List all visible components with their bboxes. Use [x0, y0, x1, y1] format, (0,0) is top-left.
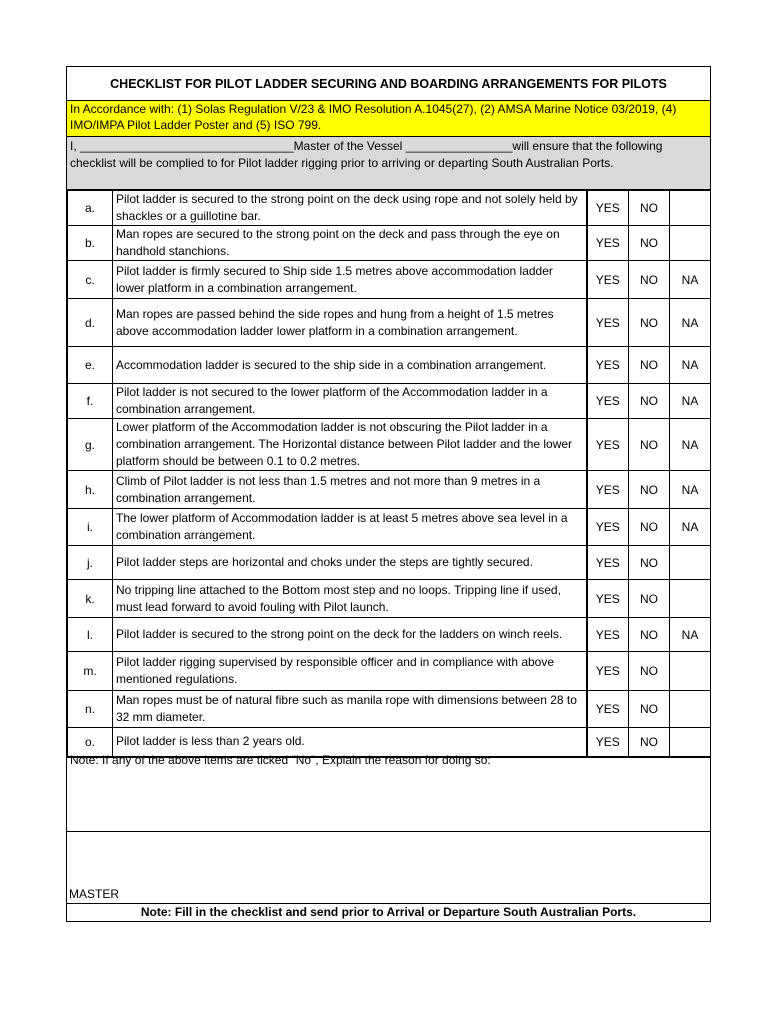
footer-note: Note: Fill in the checklist and send prior to Arrival or Departure South Australian Ports.: [140, 905, 637, 919]
yes-option[interactable]: YES: [587, 299, 629, 347]
no-option[interactable]: NO: [629, 652, 670, 691]
yes-option[interactable]: YES: [587, 546, 629, 580]
na-option[interactable]: NA: [670, 261, 711, 299]
no-option[interactable]: NO: [629, 580, 670, 618]
item-letter: o.: [68, 728, 113, 757]
checklist-row: [68, 384, 711, 419]
master-declaration: I, ________________________________Master of the Vessel ________________will ensure that the following checklist will be complied to for Pilot ladder rigging prior to arriving or departing South Australian Ports.: [67, 137, 710, 190]
item-description: Pilot ladder is firmly secured to Ship side 1.5 metres above accommodation ladder lower platform in a combination arrangement.: [113, 261, 587, 299]
note-explanation-field[interactable]: Note: If any of the above items are ticked "No", Explain the reason for doing so:: [67, 752, 710, 832]
yes-option[interactable]: YES: [587, 652, 629, 691]
checklist-row: [68, 580, 711, 618]
item-description: Pilot ladder is secured to the strong point on the deck using rope and not solely held by shackles or a guillotine bar.: [113, 191, 587, 226]
no-option[interactable]: NO: [629, 191, 670, 226]
no-option[interactable]: NO: [629, 728, 670, 757]
no-option[interactable]: NO: [629, 546, 670, 580]
item-letter: b.: [68, 226, 113, 261]
na-option[interactable]: [670, 546, 711, 580]
yes-option[interactable]: YES: [587, 728, 629, 757]
no-option[interactable]: NO: [629, 471, 670, 509]
yes-option[interactable]: YES: [587, 580, 629, 618]
item-letter: n.: [68, 691, 113, 728]
na-option[interactable]: [670, 226, 711, 261]
item-letter: i.: [68, 509, 113, 546]
checklist-row: [68, 691, 711, 728]
item-description: Pilot ladder is less than 2 years old.: [113, 728, 587, 757]
checklist-row: [68, 652, 711, 691]
item-letter: m.: [68, 652, 113, 691]
yes-option[interactable]: YES: [587, 191, 629, 226]
checklist-row: [68, 347, 711, 384]
item-description: Man ropes are secured to the strong point on the deck and pass through the eye on handhold stanchions.: [113, 226, 587, 261]
item-letter: c.: [68, 261, 113, 299]
yes-option[interactable]: YES: [587, 471, 629, 509]
checklist-row: [68, 419, 711, 471]
page-title: CHECKLIST FOR PILOT LADDER SECURING AND BOARDING ARRANGEMENTS FOR PILOTS: [67, 67, 710, 101]
no-option[interactable]: NO: [629, 384, 670, 419]
no-option[interactable]: NO: [629, 226, 670, 261]
no-option[interactable]: NO: [629, 509, 670, 546]
checklist-row: [68, 546, 711, 580]
checklist-row: [68, 509, 711, 546]
no-option[interactable]: NO: [629, 618, 670, 652]
item-description: Man ropes must be of natural fibre such as manila rope with dimensions between 28 to 32 mm diameter.: [113, 691, 587, 728]
item-description: No tripping line attached to the Bottom most step and no loops. Tripping line if used, must lead forward to avoid fouling with Pilot launch.: [113, 580, 587, 618]
item-letter: e.: [68, 347, 113, 384]
yes-option[interactable]: YES: [587, 419, 629, 471]
item-description: Pilot ladder is not secured to the lower platform of the Accommodation ladder in a combination arrangement.: [113, 384, 587, 419]
na-option[interactable]: NA: [670, 419, 711, 471]
na-option[interactable]: [670, 652, 711, 691]
item-description: Man ropes are passed behind the side ropes and hung from a height of 1.5 metres above accommodation ladder lower platform in a combination arrangement.: [113, 299, 587, 347]
na-option[interactable]: [670, 691, 711, 728]
item-letter: f.: [68, 384, 113, 419]
item-description: Accommodation ladder is secured to the ship side in a combination arrangement.: [113, 347, 587, 384]
item-description: The lower platform of Accommodation ladder is at least 5 metres above sea level in a combination arrangement.: [113, 509, 587, 546]
yes-option[interactable]: YES: [587, 384, 629, 419]
item-description: Lower platform of the Accommodation ladder is not obscuring the Pilot ladder in a combination arrangement. The Horizontal distance between Pilot ladder and the lower platform should be between 0.1 to 0.2 metres.: [113, 419, 587, 471]
yes-option[interactable]: YES: [587, 261, 629, 299]
na-option[interactable]: NA: [670, 299, 711, 347]
no-option[interactable]: NO: [629, 347, 670, 384]
master-signature-field[interactable]: [67, 832, 710, 904]
checklist-row: [68, 471, 711, 509]
checklist-sheet: [66, 66, 711, 922]
na-option[interactable]: NA: [670, 509, 711, 546]
checklist-row: [68, 261, 711, 299]
item-description: Pilot ladder steps are horizontal and choks under the steps are tightly secured.: [113, 546, 587, 580]
checklist-row: [68, 299, 711, 347]
na-option[interactable]: NA: [670, 347, 711, 384]
yes-option[interactable]: YES: [587, 618, 629, 652]
item-letter: h.: [68, 471, 113, 509]
no-option[interactable]: NO: [629, 299, 670, 347]
no-option[interactable]: NO: [629, 691, 670, 728]
yes-option[interactable]: YES: [587, 347, 629, 384]
checklist-row: [68, 191, 711, 226]
no-option[interactable]: NO: [629, 419, 670, 471]
yes-option[interactable]: YES: [587, 226, 629, 261]
accordance-text: In Accordance with: (1) Solas Regulation V/23 & IMO Resolution A.1045(27), (2) AMSA Marine Notice 03/2019, (4) IMO/IMPA Pilot Ladder Poster and (5) ISO 799.: [67, 101, 710, 137]
item-letter: d.: [68, 299, 113, 347]
checklist-table: [67, 190, 711, 758]
na-option[interactable]: [670, 191, 711, 226]
checklist-row: [68, 226, 711, 261]
item-letter: j.: [68, 546, 113, 580]
item-letter: l.: [68, 618, 113, 652]
item-description: Pilot ladder rigging supervised by responsible officer and in compliance with above mentioned regulations.: [113, 652, 587, 691]
na-option[interactable]: NA: [670, 471, 711, 509]
item-description: Climb of Pilot ladder is not less than 1.5 metres and not more than 9 metres in a combination arrangement.: [113, 471, 587, 509]
na-option[interactable]: [670, 580, 711, 618]
yes-option[interactable]: YES: [587, 509, 629, 546]
item-description: Pilot ladder is secured to the strong point on the deck for the ladders on winch reels.: [113, 618, 587, 652]
no-option[interactable]: NO: [629, 261, 670, 299]
item-letter: k.: [68, 580, 113, 618]
na-option[interactable]: NA: [670, 384, 711, 419]
master-label: MASTER: [69, 887, 120, 901]
yes-option[interactable]: YES: [587, 691, 629, 728]
item-letter: a.: [68, 191, 113, 226]
na-option[interactable]: NA: [670, 618, 711, 652]
checklist-row: [68, 618, 711, 652]
item-letter: g.: [68, 419, 113, 471]
